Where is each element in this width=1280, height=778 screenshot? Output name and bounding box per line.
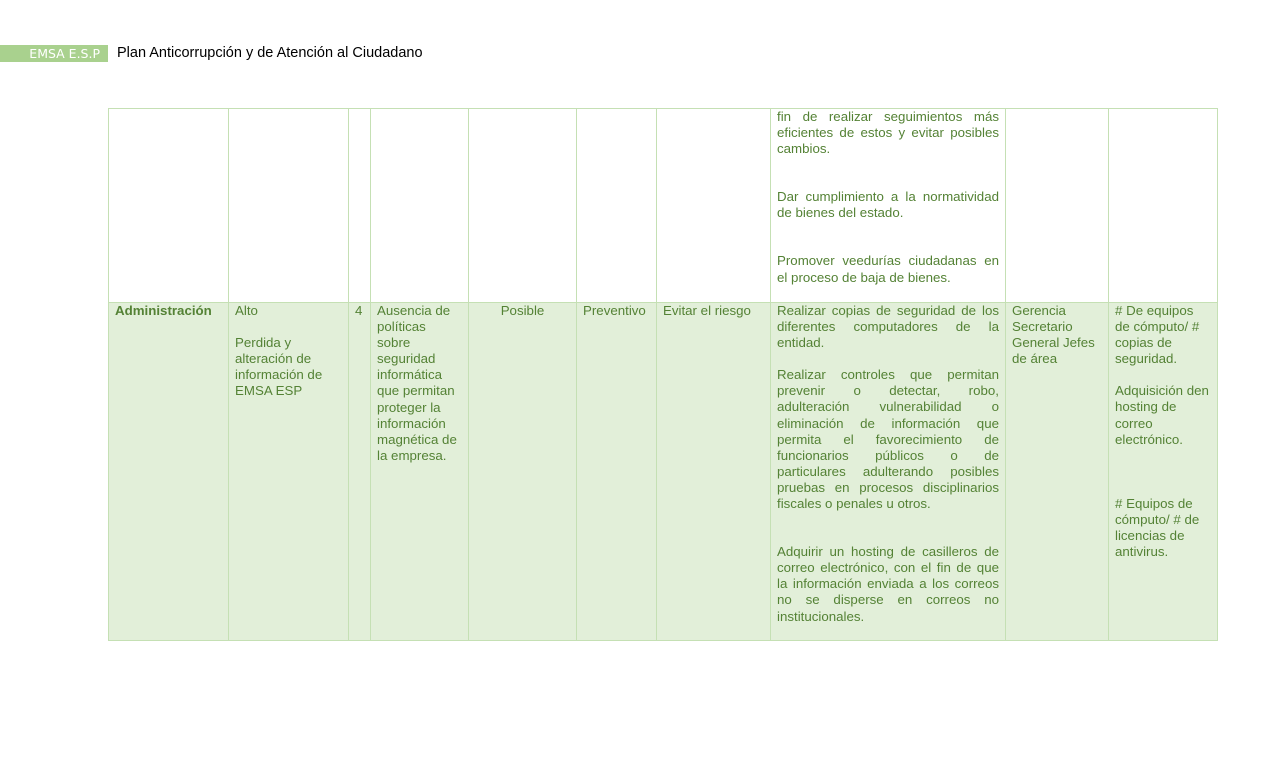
cell-empty bbox=[1006, 109, 1109, 303]
cell-empty bbox=[371, 109, 469, 303]
action-text: Adquirir un hosting de casilleros de correo electrónico, con el fin de que la información enviada a los correos no se disperse en correos no institucionales. bbox=[777, 544, 999, 624]
risk-description: Perdida y alteración de información de EMSA ESP bbox=[235, 335, 323, 399]
cell-empty bbox=[229, 109, 349, 303]
cell-probability: Posible bbox=[469, 303, 577, 641]
action-text: Dar cumplimiento a la normatividad de bienes del estado. bbox=[777, 189, 999, 221]
action-text: Realizar controles que permitan prevenir o detectar, robo, adulteración vulnerabilidad o eliminación de información que permita el favorecimiento de funcionarios públicos o de particulares adulterando posibles pruebas en procesos disciplinarios fiscales o penales u otros. bbox=[777, 367, 999, 512]
cell-process: Administración bbox=[109, 303, 229, 641]
indicator-text: # De equipos de cómputo/ # copias de seguridad. bbox=[1115, 303, 1200, 367]
organization-tag: EMSA E.S.P bbox=[0, 45, 108, 62]
action-text: Realizar copias de seguridad de los diferentes computadores de la entidad. bbox=[777, 303, 999, 351]
cell-responsibles: Gerencia Secretario General Jefes de área bbox=[1006, 303, 1109, 641]
cell-cause: Ausencia de políticas sobre seguridad informática que permitan proteger la información magnética de la empresa. bbox=[371, 303, 469, 641]
risk-level: Alto bbox=[235, 303, 258, 318]
indicator-text: Adquisición den hosting de correo electrónico. bbox=[1115, 383, 1209, 447]
cell-actions-continued bbox=[771, 109, 1006, 303]
indicator-text: # Equipos de cómputo/ # de licencias de antivirus. bbox=[1115, 495, 1200, 560]
cell-treatment: Evitar el riesgo bbox=[657, 303, 771, 641]
cell-empty bbox=[349, 109, 371, 303]
cell-empty bbox=[577, 109, 657, 303]
cell-empty bbox=[469, 109, 577, 303]
cell-empty bbox=[657, 109, 771, 303]
table-row-continued bbox=[109, 109, 1218, 303]
cell-risk bbox=[229, 303, 349, 641]
risk-map-table bbox=[108, 108, 1218, 641]
table-row-administracion bbox=[109, 303, 1218, 641]
cell-control-type: Preventivo bbox=[577, 303, 657, 641]
action-text: fin de realizar seguimientos más eficientes de estos y evitar posibles cambios. bbox=[777, 109, 999, 157]
document-title: Plan Anticorrupción y de Atención al Ciudadano bbox=[117, 45, 423, 61]
cell-empty bbox=[1109, 109, 1218, 303]
cell-indicators bbox=[1109, 303, 1218, 641]
cell-empty bbox=[109, 109, 229, 303]
cell-actions bbox=[771, 303, 1006, 641]
action-text: Promover veedurías ciudadanas en el proceso de baja de bienes. bbox=[777, 253, 999, 285]
cell-number: 4 bbox=[349, 303, 371, 641]
